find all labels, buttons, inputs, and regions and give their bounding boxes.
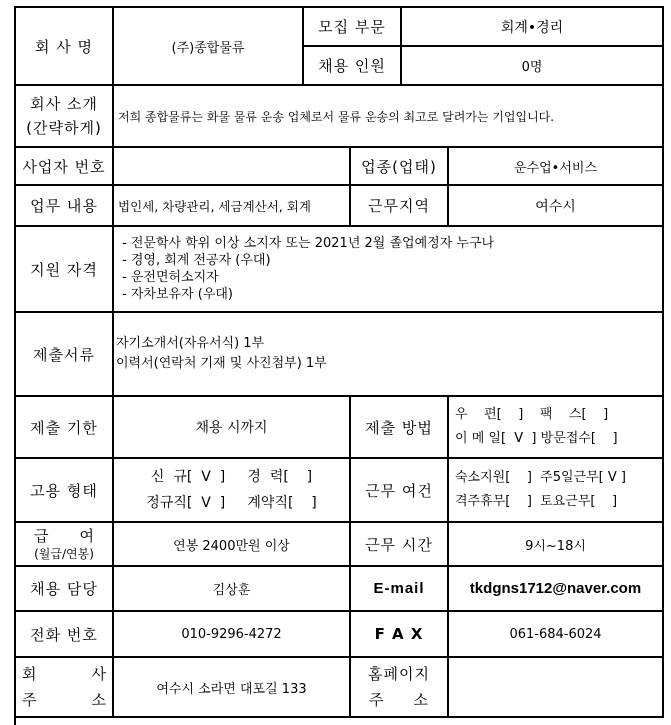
submit-method-line-1: 우 편[ ] 팩 스[ ] bbox=[455, 407, 609, 422]
conditions-line-1: 숙소지원[ ] 주5일근무[ V ] bbox=[455, 470, 626, 485]
homepage-value bbox=[449, 658, 664, 718]
document-item: 자기소개서(자유서식) 1부 bbox=[116, 336, 265, 351]
deadline-value: 채용 시까지 bbox=[114, 397, 351, 459]
location-label: 근무지역 bbox=[351, 186, 449, 227]
manager-label: 채용 담당 bbox=[16, 567, 114, 612]
email-value: tkdgns1712@naver.com bbox=[449, 567, 664, 612]
qualification-item: - 자차보유자 (우대) bbox=[122, 287, 234, 302]
conditions-label: 근무 여건 bbox=[351, 459, 449, 523]
industry-label: 업종(업태) bbox=[351, 148, 449, 186]
duties-value: 법인세, 차량관리, 세금계산서, 회계 bbox=[114, 186, 351, 227]
qualification-item: - 전문학사 학위 이상 소지자 또는 2021년 2월 졸업예정자 누구나 bbox=[122, 236, 495, 251]
address-label: 회 사 주 소 bbox=[16, 658, 114, 718]
employment-type-options bbox=[114, 459, 351, 523]
submit-method-label: 제출 방법 bbox=[351, 397, 449, 459]
business-number-value bbox=[114, 148, 351, 186]
homepage-label: 홈페이지 주 소 bbox=[351, 658, 449, 718]
headcount-value: 0명 bbox=[402, 47, 664, 86]
qualifications-list bbox=[114, 227, 664, 313]
headcount-label: 채용 인원 bbox=[304, 47, 402, 86]
conditions-line-2: 격주휴무[ ] 토요근무[ ] bbox=[455, 494, 618, 509]
fax-label: F A X bbox=[351, 612, 449, 658]
manager-value: 김상훈 bbox=[114, 567, 351, 612]
salary-label: 급 여 (월급/연봉) bbox=[16, 523, 114, 567]
documents-label: 제출서류 bbox=[16, 313, 114, 397]
work-hours-value: 9시~18시 bbox=[449, 523, 664, 567]
company-intro-label: 회사 소개 (간략하게) bbox=[16, 86, 114, 148]
phone-label: 전화 번호 bbox=[16, 612, 114, 658]
employment-type-line-2: 정규직[ V ] 계약직[ ] bbox=[146, 495, 317, 511]
submit-method-options bbox=[449, 397, 664, 459]
recruit-field-label: 모집 부문 bbox=[304, 8, 402, 47]
phone-value: 010-9296-4272 bbox=[114, 612, 351, 658]
company-intro-value: 저희 종합물류는 화물 물류 운송 업체로서 물류 운송의 최고로 달려가는 기업입니다. bbox=[114, 86, 664, 148]
documents-list bbox=[114, 313, 664, 397]
recruit-field-value: 회계•경리 bbox=[402, 8, 664, 47]
conditions-options bbox=[449, 459, 664, 523]
industry-value: 운수업•서비스 bbox=[449, 148, 664, 186]
business-number-label: 사업자 번호 bbox=[16, 148, 114, 186]
document-item: 이력서(연락처 기재 및 사진첨부) 1부 bbox=[116, 356, 327, 371]
deadline-label: 제출 기한 bbox=[16, 397, 114, 459]
duties-label: 업무 내용 bbox=[16, 186, 114, 227]
job-posting-form bbox=[14, 6, 664, 725]
location-value: 여수시 bbox=[449, 186, 664, 227]
employment-type-line-1: 신 규[ V ] 경 력[ ] bbox=[150, 469, 313, 485]
submit-method-line-2: 이 메 일[ V ] 방문접수[ ] bbox=[455, 431, 618, 446]
email-label: E-mail bbox=[351, 567, 449, 612]
employment-type-label: 고용 형태 bbox=[16, 459, 114, 523]
fax-value: 061-684-6024 bbox=[449, 612, 664, 658]
company-name-label: 회 사 명 bbox=[16, 8, 114, 86]
address-value: 여수시 소라면 대포길 133 bbox=[114, 658, 351, 718]
salary-value: 연봉 2400만원 이상 bbox=[114, 523, 351, 567]
qualification-item: - 운전면허소지자 bbox=[122, 270, 219, 285]
work-hours-label: 근무 시간 bbox=[351, 523, 449, 567]
company-name-value: (주)종합물류 bbox=[114, 8, 304, 86]
qualification-item: - 경영, 회계 전공자 (우대) bbox=[122, 253, 271, 268]
qualifications-label: 지원 자격 bbox=[16, 227, 114, 313]
